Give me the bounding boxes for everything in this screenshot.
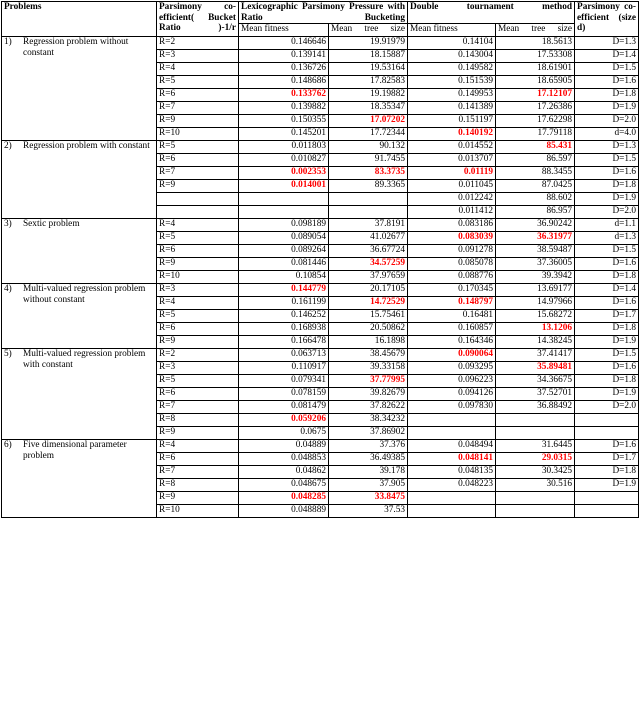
parsimony-ratio-cell: R=6 <box>157 388 239 401</box>
problem-name: Five dimensional parameter problem <box>23 440 127 461</box>
problem-number: 5) <box>4 349 12 359</box>
lex-mean-tree-size-cell: 20.17105 <box>329 284 408 297</box>
parsimony-sized-cell: D=1.5 <box>575 63 639 76</box>
dbl-mean-tree-size-cell: 37.41417 <box>496 349 575 362</box>
dbl-mean-fitness-cell <box>408 492 496 505</box>
parsimony-sized-cell: d=1.3 <box>575 232 639 245</box>
dbl-mean-fitness-cell: 0.013707 <box>408 154 496 167</box>
parsimony-ratio-cell: R=9 <box>157 336 239 349</box>
parsimony-sized-cell: D=1.8 <box>575 375 639 388</box>
dbl-mean-tree-size-cell: 88.602 <box>496 193 575 206</box>
lex-mean-fitness-cell: 0.145201 <box>239 128 329 141</box>
parsimony-ratio-cell: R=4 <box>157 440 239 453</box>
dbl-mean-fitness-cell: 0.164346 <box>408 336 496 349</box>
parsimony-ratio-cell: R=7 <box>157 466 239 479</box>
dbl-mean-tree-size-cell: 31.6445 <box>496 440 575 453</box>
parsimony-sized-cell: D=1.6 <box>575 297 639 310</box>
table-row <box>2 37 639 50</box>
dbl-mean-fitness-cell: 0.149582 <box>408 63 496 76</box>
lex-mean-fitness-cell: 0.146252 <box>239 310 329 323</box>
dbl-mean-fitness-cell: 0.096223 <box>408 375 496 388</box>
parsimony-sized-cell: D=2.0 <box>575 401 639 414</box>
dbl-mean-fitness-cell: 0.088776 <box>408 271 496 284</box>
header-row-main <box>2 2 639 24</box>
parsimony-ratio-cell: R=6 <box>157 89 239 102</box>
parsimony-ratio-cell: R=8 <box>157 479 239 492</box>
lex-mean-tree-size-cell: 19.91979 <box>329 37 408 50</box>
problem-name: Sextic problem <box>23 219 80 229</box>
lex-mean-fitness-cell: 0.110917 <box>239 362 329 375</box>
dbl-mean-fitness-cell: 0.012242 <box>408 193 496 206</box>
dbl-mean-fitness-cell <box>408 453 496 466</box>
results-table <box>1 1 639 518</box>
problem-number: 6) <box>4 440 12 450</box>
parsimony-ratio-cell: R=9 <box>157 492 239 505</box>
dbl-mean-fitness-cell: 0.083186 <box>408 219 496 232</box>
lex-mean-fitness-cell: 0.139882 <box>239 102 329 115</box>
dbl-mean-fitness-cell: 0.048223 <box>408 479 496 492</box>
parsimony-ratio-cell: R=9 <box>157 115 239 128</box>
dbl-mean-fitness-cell: 0.14104 <box>408 37 496 50</box>
lex-mean-tree-size-cell: 37.905 <box>329 479 408 492</box>
dbl-mean-tree-size-cell: 13.69177 <box>496 284 575 297</box>
subheader-dbl-mean-tree-size: Mean tree size <box>496 24 575 37</box>
dbl-mean-tree-size-cell: 36.90242 <box>496 219 575 232</box>
parsimony-ratio-cell <box>157 193 239 206</box>
dbl-mean-tree-size-cell: 18.65905 <box>496 76 575 89</box>
highlighted-value: 14.72529 <box>370 297 406 307</box>
dbl-mean-tree-size-cell: 88.3455 <box>496 167 575 180</box>
parsimony-sized-cell: D=1.3 <box>575 37 639 50</box>
lex-mean-fitness-cell <box>239 193 329 206</box>
lex-mean-tree-size-cell: 89.3365 <box>329 180 408 193</box>
lex-mean-tree-size-cell <box>329 375 408 388</box>
lex-mean-fitness-cell: 0.166478 <box>239 336 329 349</box>
dbl-mean-fitness-cell: 0.011412 <box>408 206 496 219</box>
lex-mean-tree-size-cell: 15.75461 <box>329 310 408 323</box>
header-double-tournament: Double tournament method <box>408 2 575 24</box>
lex-mean-tree-size-cell: 39.82679 <box>329 388 408 401</box>
highlighted-value: 29.0315 <box>541 453 573 463</box>
dbl-mean-fitness-cell <box>408 505 496 518</box>
parsimony-ratio-cell: R=5 <box>157 310 239 323</box>
parsimony-ratio-cell: R=10 <box>157 505 239 518</box>
lex-mean-fitness-cell: 0.089054 <box>239 232 329 245</box>
dbl-mean-fitness-cell: 0.093295 <box>408 362 496 375</box>
lex-mean-fitness-cell: 0.048889 <box>239 505 329 518</box>
parsimony-ratio-cell: R=4 <box>157 219 239 232</box>
parsimony-sized-cell: D=1.7 <box>575 310 639 323</box>
subheader-lex-mean-fitness: Mean fitness <box>239 24 329 37</box>
parsimony-ratio-cell: R=7 <box>157 102 239 115</box>
parsimony-sized-cell: D=1.6 <box>575 258 639 271</box>
dbl-mean-tree-size-cell <box>496 232 575 245</box>
dbl-mean-fitness-cell: 0.143004 <box>408 50 496 63</box>
lex-mean-tree-size-cell <box>329 206 408 219</box>
lex-mean-fitness-cell: 0.063713 <box>239 349 329 362</box>
dbl-mean-tree-size-cell <box>496 323 575 336</box>
highlighted-value: 0.059206 <box>291 414 326 424</box>
parsimony-sized-cell: D=1.5 <box>575 245 639 258</box>
dbl-mean-tree-size-cell: 37.52701 <box>496 388 575 401</box>
dbl-mean-tree-size-cell <box>496 492 575 505</box>
parsimony-ratio-cell: R=5 <box>157 375 239 388</box>
lex-mean-tree-size-cell: 90.132 <box>329 141 408 154</box>
parsimony-ratio-cell: R=2 <box>157 349 239 362</box>
parsimony-sized-cell: D=2.0 <box>575 206 639 219</box>
lex-mean-tree-size-cell: 16.1898 <box>329 336 408 349</box>
highlighted-value: 13.1206 <box>541 323 573 333</box>
dbl-mean-tree-size-cell: 15.68272 <box>496 310 575 323</box>
parsimony-sized-cell: D=1.9 <box>575 479 639 492</box>
lex-mean-tree-size-cell: 17.82583 <box>329 76 408 89</box>
dbl-mean-tree-size-cell <box>496 362 575 375</box>
dbl-mean-fitness-cell: 0.149953 <box>408 89 496 102</box>
parsimony-ratio-cell: R=5 <box>157 76 239 89</box>
lex-mean-fitness-cell: 0.168938 <box>239 323 329 336</box>
problem-number: 2) <box>4 141 12 151</box>
dbl-mean-fitness-cell <box>408 167 496 180</box>
dbl-mean-tree-size-cell <box>496 141 575 154</box>
lex-mean-tree-size-cell: 37.82622 <box>329 401 408 414</box>
problem-name: Regression problem without constant <box>23 37 129 58</box>
highlighted-value: 33.8475 <box>374 492 406 502</box>
lex-mean-fitness-cell: 0.04862 <box>239 466 329 479</box>
parsimony-sized-cell: D=1.8 <box>575 323 639 336</box>
lex-mean-fitness-cell: 0.010827 <box>239 154 329 167</box>
lex-mean-fitness-cell: 0.078159 <box>239 388 329 401</box>
dbl-mean-fitness-cell <box>408 297 496 310</box>
highlighted-value: 85.431 <box>546 141 573 151</box>
dbl-mean-tree-size-cell <box>496 427 575 440</box>
header-lexicographic: Lexicographic Parsimony Pressure with Ratio Bucketing <box>239 2 408 24</box>
lex-mean-fitness-cell <box>239 284 329 297</box>
lex-mean-tree-size-cell: 91.7455 <box>329 154 408 167</box>
dbl-mean-tree-size-cell <box>496 89 575 102</box>
lex-mean-tree-size-cell: 37.86902 <box>329 427 408 440</box>
dbl-mean-tree-size-cell: 17.53308 <box>496 50 575 63</box>
parsimony-ratio-cell: R=4 <box>157 297 239 310</box>
lex-mean-fitness-cell <box>239 492 329 505</box>
dbl-mean-tree-size-cell: 36.88492 <box>496 401 575 414</box>
parsimony-sized-cell: D=1.9 <box>575 193 639 206</box>
lex-mean-tree-size-cell: 37.97659 <box>329 271 408 284</box>
lex-mean-tree-size-cell: 17.72344 <box>329 128 408 141</box>
problem-number: 4) <box>4 284 12 294</box>
highlighted-value: 0.014001 <box>291 180 326 190</box>
header-problems: Problems <box>2 2 157 37</box>
lex-mean-tree-size-cell <box>329 115 408 128</box>
dbl-mean-fitness-cell: 0.170345 <box>408 284 496 297</box>
parsimony-sized-cell: D=1.5 <box>575 349 639 362</box>
highlighted-value: 0.133762 <box>291 89 326 99</box>
dbl-mean-fitness-cell: 0.151197 <box>408 115 496 128</box>
dbl-mean-tree-size-cell: 18.5613 <box>496 37 575 50</box>
lex-mean-fitness-cell: 0.146646 <box>239 37 329 50</box>
lex-mean-tree-size-cell <box>329 492 408 505</box>
lex-mean-fitness-cell: 0.04889 <box>239 440 329 453</box>
lex-mean-fitness-cell: 0.081479 <box>239 401 329 414</box>
parsimony-sized-cell: D=1.4 <box>575 284 639 297</box>
lex-mean-tree-size-cell: 19.19882 <box>329 89 408 102</box>
lex-mean-fitness-cell: 0.011803 <box>239 141 329 154</box>
parsimony-sized-cell: D=1.5 <box>575 154 639 167</box>
dbl-mean-tree-size-cell: 30.3425 <box>496 466 575 479</box>
dbl-mean-tree-size-cell: 87.0425 <box>496 180 575 193</box>
parsimony-ratio-cell: R=6 <box>157 245 239 258</box>
highlighted-value: 35.89481 <box>537 362 573 372</box>
lex-mean-tree-size-cell: 38.34232 <box>329 414 408 427</box>
table-row <box>2 440 639 453</box>
dbl-mean-fitness-cell: 0.151539 <box>408 76 496 89</box>
lex-mean-fitness-cell: 0.081446 <box>239 258 329 271</box>
dbl-mean-fitness-cell <box>408 232 496 245</box>
dbl-mean-tree-size-cell: 30.516 <box>496 479 575 492</box>
dbl-mean-tree-size-cell: 86.597 <box>496 154 575 167</box>
lex-mean-fitness-cell <box>239 167 329 180</box>
parsimony-sized-cell: D=1.8 <box>575 466 639 479</box>
parsimony-ratio-cell: R=5 <box>157 141 239 154</box>
results-table-page <box>0 1 640 710</box>
lex-mean-tree-size-cell: 38.45679 <box>329 349 408 362</box>
highlighted-value: 36.31977 <box>537 232 573 242</box>
dbl-mean-tree-size-cell: 17.62298 <box>496 115 575 128</box>
subheader-dbl-mean-fitness: Mean fitness <box>408 24 496 37</box>
dbl-mean-fitness-cell: 0.048494 <box>408 440 496 453</box>
highlighted-value: 83.3735 <box>374 167 406 177</box>
lex-mean-tree-size-cell: 37.376 <box>329 440 408 453</box>
dbl-mean-fitness-cell <box>408 349 496 362</box>
problem-number: 1) <box>4 37 12 47</box>
problem-name: Multi-valued regression problem with constant <box>23 349 146 370</box>
highlighted-value: 0.083039 <box>458 232 494 242</box>
parsimony-sized-cell: D=1.8 <box>575 271 639 284</box>
problem-label-cell <box>2 37 157 141</box>
parsimony-sized-cell <box>575 492 639 505</box>
dbl-mean-fitness-cell: 0.094126 <box>408 388 496 401</box>
lex-mean-fitness-cell: 0.10854 <box>239 271 329 284</box>
lex-mean-fitness-cell: 0.150355 <box>239 115 329 128</box>
dbl-mean-fitness-cell <box>408 414 496 427</box>
highlighted-value: 0.002353 <box>291 167 326 177</box>
lex-mean-fitness-cell: 0.161199 <box>239 297 329 310</box>
lex-mean-tree-size-cell <box>329 297 408 310</box>
lex-mean-fitness-cell: 0.148686 <box>239 76 329 89</box>
dbl-mean-tree-size-cell: 37.36005 <box>496 258 575 271</box>
problem-label-cell <box>2 219 157 284</box>
table-row <box>2 349 639 362</box>
dbl-mean-fitness-cell <box>408 427 496 440</box>
dbl-mean-tree-size-cell: 17.26386 <box>496 102 575 115</box>
dbl-mean-tree-size-cell: 18.61901 <box>496 63 575 76</box>
dbl-mean-fitness-cell: 0.091278 <box>408 245 496 258</box>
highlighted-value: 0.144779 <box>291 284 326 294</box>
parsimony-ratio-cell: R=7 <box>157 167 239 180</box>
parsimony-ratio-cell: R=3 <box>157 284 239 297</box>
parsimony-ratio-cell: R=9 <box>157 180 239 193</box>
dbl-mean-fitness-cell: 0.160857 <box>408 323 496 336</box>
parsimony-ratio-cell: R=3 <box>157 362 239 375</box>
lex-mean-tree-size-cell: 20.50862 <box>329 323 408 336</box>
dbl-mean-tree-size-cell: 34.36675 <box>496 375 575 388</box>
lex-mean-tree-size-cell: 39.178 <box>329 466 408 479</box>
table-row <box>2 284 639 297</box>
dbl-mean-tree-size-cell <box>496 505 575 518</box>
lex-mean-fitness-cell: 0.139141 <box>239 50 329 63</box>
lex-mean-fitness-cell: 0.089264 <box>239 245 329 258</box>
highlighted-value: 0.148797 <box>458 297 494 307</box>
lex-mean-tree-size-cell <box>329 258 408 271</box>
header-parsimony-bucket: Parsimony co-efficient( Bucket Ratio )-1/r <box>157 2 239 37</box>
parsimony-sized-cell: D=1.6 <box>575 76 639 89</box>
parsimony-ratio-cell: R=6 <box>157 453 239 466</box>
parsimony-ratio-cell: R=2 <box>157 37 239 50</box>
highlighted-value: 0.090064 <box>458 349 494 359</box>
parsimony-sized-cell <box>575 427 639 440</box>
parsimony-sized-cell: D=1.9 <box>575 102 639 115</box>
lex-mean-fitness-cell <box>239 414 329 427</box>
subheader-lex-mean-tree-size: Mean tree size <box>329 24 408 37</box>
parsimony-ratio-cell: R=6 <box>157 154 239 167</box>
lex-mean-fitness-cell <box>239 206 329 219</box>
parsimony-sized-cell: D=1.8 <box>575 89 639 102</box>
parsimony-sized-cell: D=1.6 <box>575 362 639 375</box>
parsimony-ratio-cell: R=8 <box>157 414 239 427</box>
parsimony-sized-cell <box>575 414 639 427</box>
problem-number: 3) <box>4 219 12 229</box>
highlighted-value: 17.12107 <box>537 89 573 99</box>
problem-label-cell <box>2 349 157 440</box>
parsimony-ratio-cell: R=5 <box>157 232 239 245</box>
problem-label-cell <box>2 440 157 518</box>
header-parsimony-sized: Parsimony co-efficient (size d) <box>575 2 639 37</box>
parsimony-sized-cell <box>575 505 639 518</box>
dbl-mean-tree-size-cell <box>496 414 575 427</box>
lex-mean-tree-size-cell <box>329 193 408 206</box>
parsimony-ratio-cell: R=7 <box>157 401 239 414</box>
dbl-mean-tree-size-cell: 17.79118 <box>496 128 575 141</box>
parsimony-ratio-cell: R=4 <box>157 63 239 76</box>
lex-mean-tree-size-cell: 37.53 <box>329 505 408 518</box>
parsimony-sized-cell: D=1.6 <box>575 440 639 453</box>
lex-mean-tree-size-cell: 19.53164 <box>329 63 408 76</box>
problem-name: Multi-valued regression problem without constant <box>23 284 146 305</box>
lex-mean-tree-size-cell <box>329 167 408 180</box>
problem-label-cell <box>2 284 157 349</box>
parsimony-sized-cell: D=1.9 <box>575 336 639 349</box>
parsimony-sized-cell: D=1.7 <box>575 453 639 466</box>
lex-mean-tree-size-cell: 18.35347 <box>329 102 408 115</box>
highlighted-value: 0.048141 <box>458 453 494 463</box>
lex-mean-tree-size-cell: 18.15887 <box>329 50 408 63</box>
problem-name: Regression problem with constant <box>23 141 150 151</box>
parsimony-sized-cell: d=4.0 <box>575 128 639 141</box>
table-row <box>2 141 639 154</box>
lex-mean-tree-size-cell: 36.49385 <box>329 453 408 466</box>
parsimony-sized-cell: D=1.3 <box>575 141 639 154</box>
lex-mean-tree-size-cell: 39.33158 <box>329 362 408 375</box>
highlighted-value: 37.77995 <box>370 375 406 385</box>
lex-mean-fitness-cell: 0.079341 <box>239 375 329 388</box>
lex-mean-fitness-cell <box>239 89 329 102</box>
parsimony-ratio-cell: R=9 <box>157 258 239 271</box>
parsimony-sized-cell: D=1.9 <box>575 388 639 401</box>
highlighted-value: 34.57259 <box>370 258 406 268</box>
dbl-mean-tree-size-cell: 14.97966 <box>496 297 575 310</box>
dbl-mean-fitness-cell: 0.097830 <box>408 401 496 414</box>
lex-mean-tree-size-cell: 36.67724 <box>329 245 408 258</box>
lex-mean-tree-size-cell: 41.02677 <box>329 232 408 245</box>
parsimony-ratio-cell: R=3 <box>157 50 239 63</box>
parsimony-ratio-cell: R=9 <box>157 427 239 440</box>
parsimony-sized-cell: D=2.0 <box>575 115 639 128</box>
dbl-mean-fitness-cell: 0.16481 <box>408 310 496 323</box>
dbl-mean-fitness-cell: 0.011045 <box>408 180 496 193</box>
parsimony-sized-cell: D=1.8 <box>575 180 639 193</box>
table-body <box>2 2 639 518</box>
table-row <box>2 219 639 232</box>
lex-mean-fitness-cell: 0.048853 <box>239 453 329 466</box>
dbl-mean-fitness-cell: 0.014552 <box>408 141 496 154</box>
dbl-mean-tree-size-cell: 39.3942 <box>496 271 575 284</box>
dbl-mean-tree-size-cell: 86.957 <box>496 206 575 219</box>
highlighted-value: 0.048285 <box>291 492 326 502</box>
highlighted-value: 0.140192 <box>458 128 494 138</box>
highlighted-value: 17.07202 <box>370 115 406 125</box>
dbl-mean-fitness-cell: 0.141389 <box>408 102 496 115</box>
parsimony-ratio-cell <box>157 206 239 219</box>
parsimony-ratio-cell: R=10 <box>157 128 239 141</box>
parsimony-ratio-cell: R=6 <box>157 323 239 336</box>
parsimony-ratio-cell: R=10 <box>157 271 239 284</box>
parsimony-sized-cell: d=1.1 <box>575 219 639 232</box>
highlighted-value: 0.01119 <box>463 167 494 177</box>
lex-mean-tree-size-cell: 37.8191 <box>329 219 408 232</box>
problem-label-cell <box>2 141 157 219</box>
lex-mean-fitness-cell: 0.098189 <box>239 219 329 232</box>
dbl-mean-tree-size-cell: 38.59487 <box>496 245 575 258</box>
dbl-mean-fitness-cell: 0.048135 <box>408 466 496 479</box>
parsimony-sized-cell: D=1.4 <box>575 50 639 63</box>
dbl-mean-tree-size-cell <box>496 453 575 466</box>
lex-mean-fitness-cell <box>239 180 329 193</box>
lex-mean-fitness-cell: 0.136726 <box>239 63 329 76</box>
dbl-mean-fitness-cell: 0.085078 <box>408 258 496 271</box>
dbl-mean-fitness-cell <box>408 128 496 141</box>
lex-mean-fitness-cell: 0.0675 <box>239 427 329 440</box>
parsimony-sized-cell: D=1.6 <box>575 167 639 180</box>
lex-mean-fitness-cell: 0.048675 <box>239 479 329 492</box>
dbl-mean-tree-size-cell: 14.38245 <box>496 336 575 349</box>
